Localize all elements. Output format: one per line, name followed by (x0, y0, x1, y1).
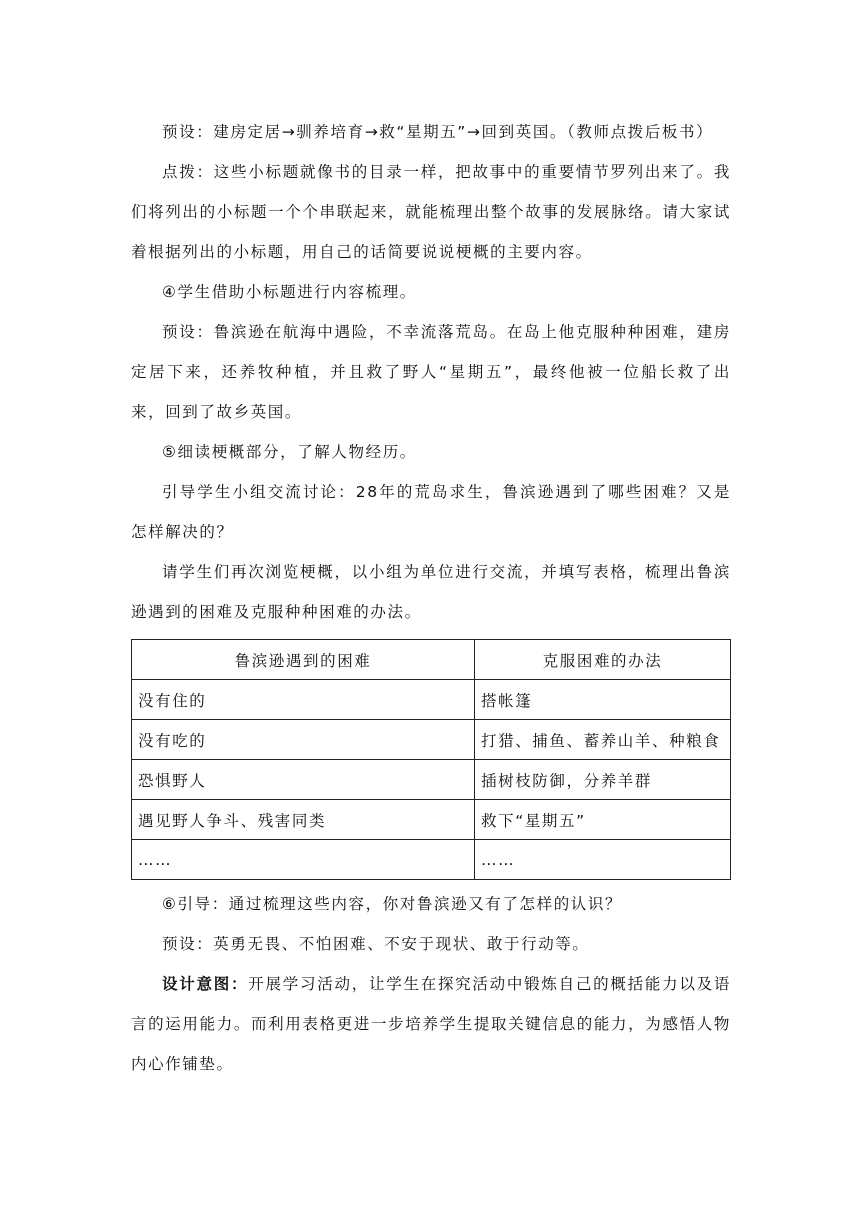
difficulty-solution-table (131, 639, 731, 880)
table-cell-solution: 插树枝防御，分养羊群 (475, 760, 731, 800)
table-row (132, 760, 731, 800)
preset-summary-paragraph: 预设：鲁滨逊在航海中遇险，不幸流落荒岛。在岛上他克服种种困难，建房定居下来，还养牧种植，并且救了野人“星期五”，最终他被一位船长救了出来，回到了故乡英国。 (131, 323, 731, 421)
table-row (132, 840, 731, 880)
table-row (132, 720, 731, 760)
step-6-paragraph: ⑥引导：通过梳理这些内容，你对鲁滨逊又有了怎样的认识？ (162, 895, 623, 913)
table-cell-solution: …… (475, 840, 731, 880)
design-intent-paragraph (131, 964, 731, 1084)
guidance-paragraph: 点拨：这些小标题就像书的目录一样，把故事中的重要情节罗列出来了。我们将列出的小标题一个个串联起来，就能梳理出整个故事的发展脉络。请大家试着根据列出的小标题，用自己的话简要说说梗概的主要内容。 (131, 163, 731, 261)
table-cell-difficulty: …… (132, 840, 475, 880)
table-row (132, 680, 731, 720)
table-cell-difficulty: 没有住的 (132, 680, 475, 720)
table-cell-solution: 救下“星期五” (475, 800, 731, 840)
table-cell-difficulty: 遇见野人争斗、残害同类 (132, 800, 475, 840)
table-header-row (132, 640, 731, 680)
table-cell-difficulty: 恐惧野人 (132, 760, 475, 800)
design-intent-label: 设计意图： (162, 975, 249, 993)
preset-traits-paragraph: 预设：英勇无畏、不怕困难、不安于现状、敢于行动等。 (162, 935, 590, 953)
table-row (132, 800, 731, 840)
table-cell-solution: 搭帐篷 (475, 680, 731, 720)
discussion-paragraph: 引导学生小组交流讨论：28年的荒岛求生，鲁滨逊遇到了哪些困难？又是怎样解决的？ (131, 483, 731, 541)
preset-paragraph: 预设：建房定居→驯养培育→救“星期五”→回到英国。（教师点拨后板书） (162, 123, 714, 141)
document-body (131, 112, 731, 1084)
step-4-paragraph: ④学生借助小标题进行内容梳理。 (162, 283, 417, 301)
design-intent-text: 开展学习活动，让学生在探究活动中锻炼自己的概括能力以及语言的运用能力。而利用表格更进一步培养学生提取关键信息的能力，为感悟人物内心作铺垫。 (131, 975, 731, 1073)
table-header-difficulty: 鲁滨逊遇到的困难 (132, 640, 475, 680)
table-cell-solution: 打猎、捕鱼、蓄养山羊、种粮食 (475, 720, 731, 760)
step-5-paragraph: ⑤细读梗概部分，了解人物经历。 (162, 443, 417, 461)
table-header-solution: 克服困难的办法 (475, 640, 731, 680)
table-instruction-paragraph: 请学生们再次浏览梗概，以小组为单位进行交流，并填写表格，梳理出鲁滨逊遇到的困难及克服种种困难的办法。 (131, 563, 731, 621)
table-cell-difficulty: 没有吃的 (132, 720, 475, 760)
